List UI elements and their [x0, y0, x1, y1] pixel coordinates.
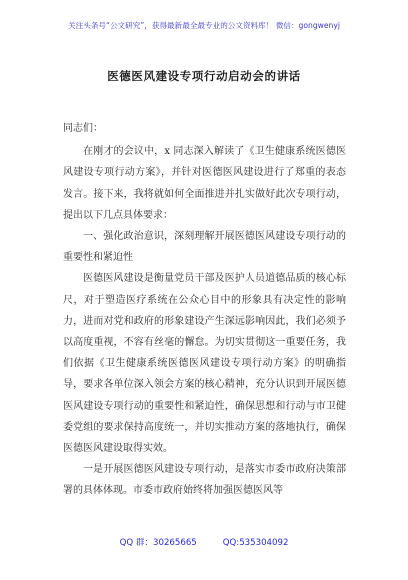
paragraph: 一是开展医德医风建设专项行动，是落实市委市政府决策部署的具体体现。市委市政府始终将加强医德医风等: [63, 464, 346, 497]
footer-qq: QQ:535304092: [222, 538, 289, 548]
footer-qq-group: QQ 群：30265665: [119, 538, 197, 548]
paragraph: 医德医风建设是衡量党员干部及医护人员道德品质的核心标尺，对于塑造医疗系统在公众心目中的形象具有决定性的影响力，进而对党和政府的形象建设产生深远影响因此，我们必须予以高度重视，不容有丝毫的懈怠。为切实贯彻这一重要任务，我们依据《卫生健康系统医德医风建设专项行动方案》的明确指导，要求各单位深入领会方案的核心精神，充分认识到开展医德医风建设专项行动的重要性和紧迫性，确保思想和行动与市卫健委党组的要求保持高度统一，并切实推动方案的落地执行，确保医德医风建设取得实效。: [63, 273, 346, 455]
paragraph: 在刚才的会议中，x 同志深入解读了《卫生健康系统医德医风建设专项行动方案》，并针对医德医风建设进行了郑重的表态发言。接下来，我将就如何全面推进并扎实做好此次专项行动，提出以下几点具体要求：: [63, 146, 346, 221]
document-body: [63, 118, 346, 502]
section-heading: 一、强化政治意识，深刻理解开展医德医风建设专项行动的重要性和紧迫性: [63, 231, 346, 264]
footer-contact: [0, 536, 408, 548]
header-note: 关注头条号“公文研究”，获得最新最全最专业的公文资料库！ 微信：gongwenyj: [68, 21, 340, 30]
document-title: 医德医风建设专项行动启动会的讲话: [107, 69, 301, 83]
salutation: 同志们：: [63, 123, 103, 134]
